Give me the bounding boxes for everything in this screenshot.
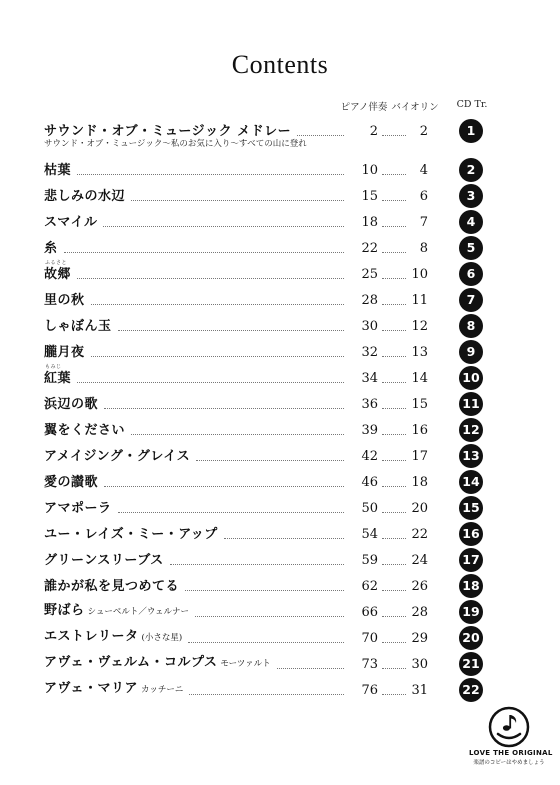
- piano-page-number: 59: [361, 553, 378, 568]
- piano-page-number: 42: [361, 449, 378, 464]
- cd-track-badge: 22: [459, 678, 483, 702]
- dot-leader: [185, 590, 344, 591]
- piano-page-number: 32: [361, 345, 378, 360]
- cd-track-badge: 17: [459, 548, 483, 572]
- song-composer-note: モーツァルト: [220, 659, 271, 669]
- dot-leader: [382, 512, 406, 513]
- song-title-text: エストレリータ: [44, 629, 139, 644]
- dot-leader: [382, 434, 406, 435]
- piano-page-number: 54: [361, 527, 378, 542]
- cd-track-badge: 18: [459, 574, 483, 598]
- dot-leader: [131, 434, 344, 435]
- piano-page-number: 39: [361, 423, 378, 438]
- cd-track-badge: 8: [459, 314, 483, 338]
- dot-leader: [104, 486, 344, 487]
- toc-row: [44, 446, 494, 466]
- song-title-text: アメイジング・グレイス: [44, 449, 191, 464]
- violin-page-number: 12: [411, 319, 428, 334]
- toc-row: [44, 680, 494, 700]
- piano-page-number: 36: [361, 397, 378, 412]
- song-title-text: グリーンスリーブス: [44, 553, 164, 568]
- dot-leader: [382, 668, 406, 669]
- piano-page-number: 15: [361, 189, 378, 204]
- cd-track-badge: 19: [459, 600, 483, 624]
- violin-page-number: 11: [411, 293, 428, 308]
- song-title: [44, 293, 85, 308]
- piano-page-number: 46: [361, 475, 378, 490]
- violin-page-number: 24: [411, 553, 428, 568]
- toc-row: [44, 238, 494, 258]
- violin-page-number: 31: [411, 683, 428, 698]
- page-title: Contents: [231, 50, 329, 79]
- piano-page-number: 66: [361, 605, 378, 620]
- dot-leader: [382, 330, 406, 331]
- cd-track-badge: 5: [459, 236, 483, 260]
- violin-page-number: 7: [419, 215, 428, 230]
- song-title: [44, 449, 190, 464]
- piano-page-number: 22: [361, 241, 378, 256]
- song-title-ruby: ふるさと: [45, 260, 68, 266]
- violin-page-number: 28: [411, 605, 428, 620]
- toc-row: [44, 394, 494, 414]
- song-title: [44, 371, 71, 386]
- dot-leader: [382, 590, 406, 591]
- cd-track-badge: 11: [459, 392, 483, 416]
- dot-leader: [382, 200, 406, 201]
- header-piano: ピアノ伴奏: [340, 102, 388, 113]
- dot-leader: [118, 512, 344, 513]
- cd-track-badge: 10: [459, 366, 483, 390]
- cd-track-badge: 1: [459, 119, 483, 143]
- dot-leader: [382, 356, 406, 357]
- song-title: [44, 603, 189, 620]
- dot-leader: [277, 668, 344, 669]
- song-title: [44, 189, 125, 204]
- song-title: [44, 655, 271, 672]
- violin-page-number: 30: [411, 657, 428, 672]
- piano-page-number: 50: [361, 501, 378, 516]
- violin-page-number: 20: [411, 501, 428, 516]
- violin-page-number: 4: [419, 163, 428, 178]
- piano-page-number: 62: [361, 579, 378, 594]
- violin-page-number: 29: [411, 631, 428, 646]
- song-title-text: アマポーラ: [44, 501, 112, 516]
- dot-leader: [382, 252, 406, 253]
- piano-page-number: 34: [361, 371, 378, 386]
- violin-page-number: 2: [419, 124, 428, 139]
- piano-page-number: 30: [361, 319, 378, 334]
- song-title-text: 悲しみの水辺: [44, 189, 126, 204]
- song-title-text: 糸: [44, 241, 58, 256]
- song-title: [44, 681, 183, 698]
- violin-page-number: 15: [411, 397, 428, 412]
- toc-row: [44, 420, 494, 440]
- logo-subtext: 楽譜のコピーはやめましょう: [473, 760, 545, 766]
- cd-track-badge: 4: [459, 210, 483, 234]
- cd-track-badge: 7: [459, 288, 483, 312]
- song-title: [44, 553, 164, 568]
- dot-leader: [382, 304, 406, 305]
- toc-row: [44, 186, 494, 206]
- toc-row: [44, 472, 494, 492]
- song-title: [44, 579, 179, 594]
- dot-leader: [170, 564, 344, 565]
- love-the-original-logo: [469, 706, 553, 766]
- violin-page-number: 22: [411, 527, 428, 542]
- toc-row: [44, 290, 494, 310]
- dot-leader: [382, 616, 406, 617]
- song-title-text: アヴェ・ヴェルム・コルプス: [44, 655, 218, 670]
- piano-page-number: 76: [361, 683, 378, 698]
- dot-leader: [103, 226, 344, 227]
- song-title: [44, 629, 182, 646]
- violin-page-number: 14: [411, 371, 428, 386]
- cd-track-badge: 12: [459, 418, 483, 442]
- violin-page-number: 16: [411, 423, 428, 438]
- dot-leader: [224, 538, 344, 539]
- dot-leader: [91, 356, 344, 357]
- music-note-logo-icon: [488, 706, 530, 748]
- toc-row: [44, 628, 494, 648]
- song-title-text: 故郷: [44, 267, 72, 282]
- piano-page-number: 25: [361, 267, 378, 282]
- song-title: [44, 527, 218, 542]
- song-title-text: スマイル: [44, 215, 98, 230]
- song-title-text: 朧月夜: [44, 345, 85, 360]
- dot-leader: [382, 278, 406, 279]
- logo-text: LOVE THE ORIGINAL: [469, 749, 553, 757]
- dot-leader: [195, 616, 344, 617]
- violin-page-number: 6: [419, 189, 428, 204]
- toc-row: [44, 550, 494, 570]
- toc-row: [44, 364, 494, 388]
- toc-row: [44, 498, 494, 518]
- song-title-text: 浜辺の歌: [44, 397, 99, 412]
- violin-page-number: 13: [411, 345, 428, 360]
- toc-row: [44, 654, 494, 674]
- violin-page-number: 18: [411, 475, 428, 490]
- song-title: [44, 163, 71, 178]
- song-title: [44, 215, 97, 230]
- dot-leader: [131, 200, 344, 201]
- song-title-text: しゃぼん玉: [44, 319, 112, 334]
- medley-subtitle: サウンド・オブ・ミュージック〜私のお気に入り〜すべての山に登れ: [44, 139, 307, 149]
- song-title-text: 誰かが私を見つめてる: [44, 579, 180, 594]
- toc-row: [44, 160, 494, 180]
- dot-leader: [382, 564, 406, 565]
- toc-row: [44, 576, 494, 596]
- song-title-text: サウンド・オブ・ミュージック メドレー: [44, 124, 292, 139]
- toc-row: [44, 212, 494, 232]
- cd-track-badge: 13: [459, 444, 483, 468]
- dot-leader: [77, 174, 344, 175]
- song-title: [44, 345, 85, 360]
- song-title: [44, 319, 112, 334]
- dot-leader: [77, 278, 344, 279]
- dot-leader: [297, 135, 344, 136]
- dot-leader: [382, 538, 406, 539]
- cd-track-badge: 14: [459, 470, 483, 494]
- piano-page-number: 18: [361, 215, 378, 230]
- violin-page-number: 17: [411, 449, 428, 464]
- song-title: [44, 267, 71, 282]
- dot-leader: [382, 460, 406, 461]
- violin-page-number: 8: [419, 241, 428, 256]
- dot-leader: [382, 382, 406, 383]
- cd-track-badge: 15: [459, 496, 483, 520]
- cd-track-badge: 21: [459, 652, 483, 676]
- dot-leader: [382, 408, 406, 409]
- dot-leader: [382, 135, 406, 136]
- song-title-text: アヴェ・マリア: [44, 681, 138, 696]
- song-title-ruby: もみじ: [45, 364, 62, 370]
- song-title-text: 里の秋: [44, 293, 85, 308]
- violin-page-number: 26: [411, 579, 428, 594]
- song-title-text: 枯葉: [44, 163, 72, 178]
- piano-page-number: 10: [361, 163, 378, 178]
- song-title-text: 愛の讃歌: [44, 475, 99, 490]
- dot-leader: [188, 642, 344, 643]
- cd-track-badge: 9: [459, 340, 483, 364]
- dot-leader: [91, 304, 344, 305]
- piano-page-number: 70: [361, 631, 378, 646]
- piano-page-number: 28: [361, 293, 378, 308]
- cd-track-badge: 3: [459, 184, 483, 208]
- cd-track-badge: 6: [459, 262, 483, 286]
- cd-track-badge: 16: [459, 522, 483, 546]
- dot-leader: [118, 330, 344, 331]
- dot-leader: [104, 408, 344, 409]
- piano-page-number: 2: [369, 124, 378, 139]
- song-composer-note: シューベルト／ウェルナー: [87, 607, 190, 617]
- song-title: [44, 475, 98, 490]
- song-composer-note: カッチーニ: [140, 685, 184, 695]
- toc-row: [44, 342, 494, 362]
- dot-leader: [64, 252, 344, 253]
- song-title-text: ユー・レイズ・ミー・アップ: [44, 527, 218, 542]
- dot-leader: [196, 460, 344, 461]
- dot-leader: [382, 642, 406, 643]
- dot-leader: [382, 486, 406, 487]
- dot-leader: [77, 382, 344, 383]
- dot-leader: [382, 694, 406, 695]
- dot-leader: [189, 694, 344, 695]
- toc-row: [44, 602, 494, 622]
- toc-row: [44, 316, 494, 336]
- song-title: [44, 241, 58, 256]
- song-title: [44, 397, 98, 412]
- violin-page-number: 10: [411, 267, 428, 282]
- cd-track-badge: 20: [459, 626, 483, 650]
- toc-row: [44, 260, 494, 284]
- song-title: [44, 423, 125, 438]
- song-title: [44, 501, 112, 516]
- dot-leader: [382, 174, 406, 175]
- cd-track-badge: 2: [459, 158, 483, 182]
- header-violin: バイオリン: [391, 102, 439, 113]
- song-title-text: 紅葉: [44, 371, 72, 386]
- dot-leader: [382, 226, 406, 227]
- header-cd-track: CD Tr.: [456, 99, 488, 110]
- toc-row: [44, 524, 494, 544]
- song-composer-note: (小さな星): [141, 633, 183, 643]
- song-title-text: 翼をください: [44, 423, 126, 438]
- song-title-text: 野ばら: [44, 603, 85, 618]
- piano-page-number: 73: [361, 657, 378, 672]
